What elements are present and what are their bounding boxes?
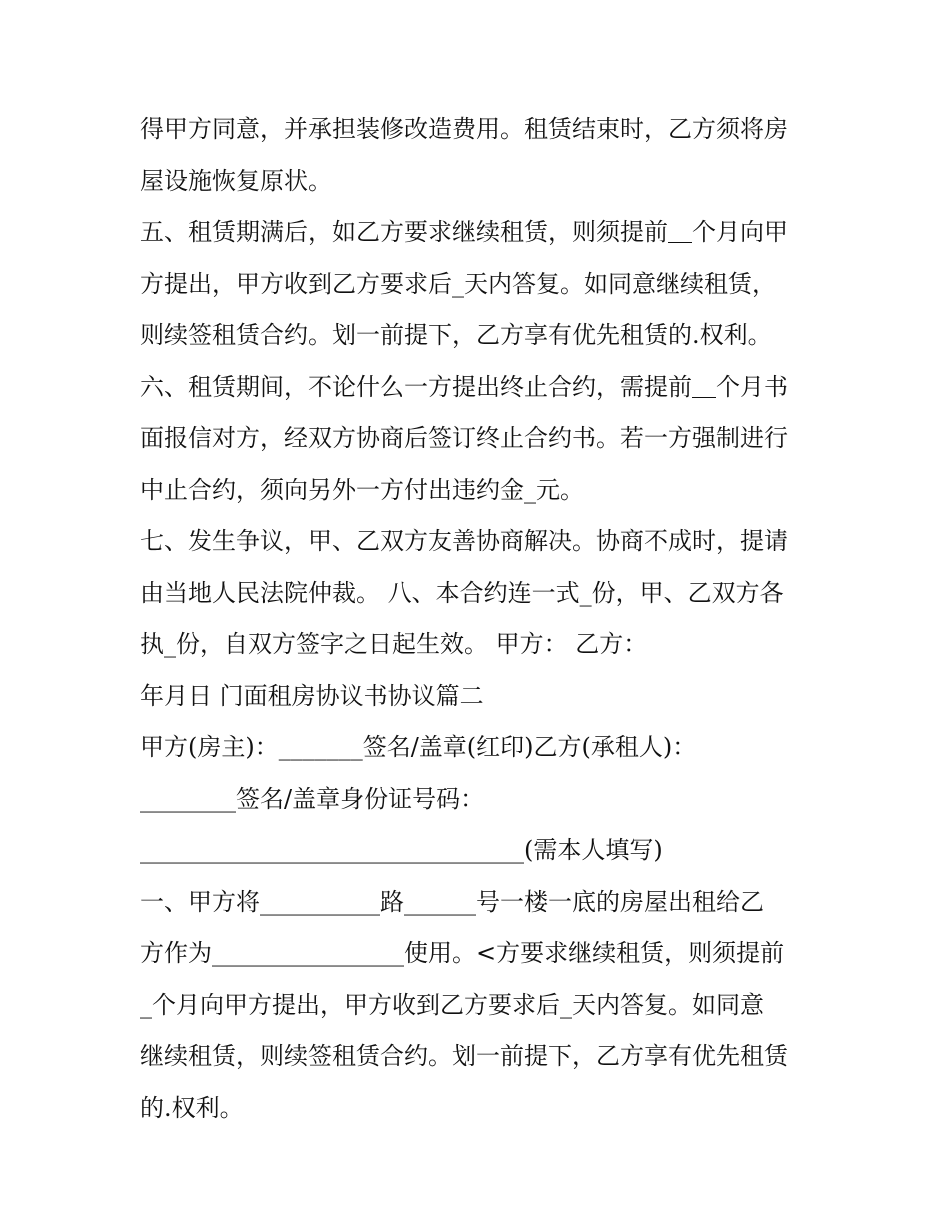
text-line: 五、租赁期满后，如乙方要求继续租赁，则须提前＿个月向甲 — [140, 218, 788, 246]
text-line: 六、租赁期间，不论什么一方提出终止合约，需提前＿个月书 — [140, 372, 788, 401]
text-line: 屋设施恢复原状。 — [140, 166, 332, 195]
text-line: ________________________________(需本人填写) — [140, 836, 663, 864]
text-line: 得甲方同意，并承担装修改造费用。租赁结束时，乙方须将房 — [140, 115, 788, 143]
text-line: 甲方(房主)：_______签名/盖章(红印)乙方(承租人)： — [140, 733, 697, 761]
text-line: 七、发生争议，甲、乙双方友善协商解决。协商不成时，提请 — [140, 527, 788, 555]
text-line: 执_份，自双方签字之日起生效。 甲方： 乙方： — [140, 630, 648, 658]
text-line: 方作为________________使用。<方要求继续租赁，则须提前 — [140, 939, 785, 967]
section-heading: 年月日 门面租房协议书协议篇二 — [140, 681, 484, 710]
text-line: 由当地人民法院仲裁。 八、本合约连一式_份，甲、乙双方各 — [140, 578, 784, 607]
text-line: _个月向甲方提出，甲方收到乙方要求后_天内答复。如同意 — [140, 990, 764, 1019]
text-line: 一、甲方将__________路______号一楼一底的房屋出租给乙 — [140, 887, 764, 916]
text-line: 面报信对方，经双方协商后签订终止合约书。若一方强制进行 — [140, 424, 788, 452]
text-line: ________签名/盖章身份证号码： — [140, 784, 485, 813]
text-line: 方提出，甲方收到乙方要求后_天内答复。如同意继续租赁， — [140, 269, 776, 298]
text-line: 的.权利。 — [140, 1093, 244, 1122]
text-line: 中止合约，须向另外一方付出违约金_元。 — [140, 475, 584, 504]
text-line: 则续签租赁合约。划一前提下，乙方享有优先租赁的.权利。 — [140, 321, 772, 349]
document-body — [140, 104, 820, 1134]
text-line: 继续租赁，则续签租赁合约。划一前提下，乙方享有优先租赁 — [140, 1042, 788, 1070]
